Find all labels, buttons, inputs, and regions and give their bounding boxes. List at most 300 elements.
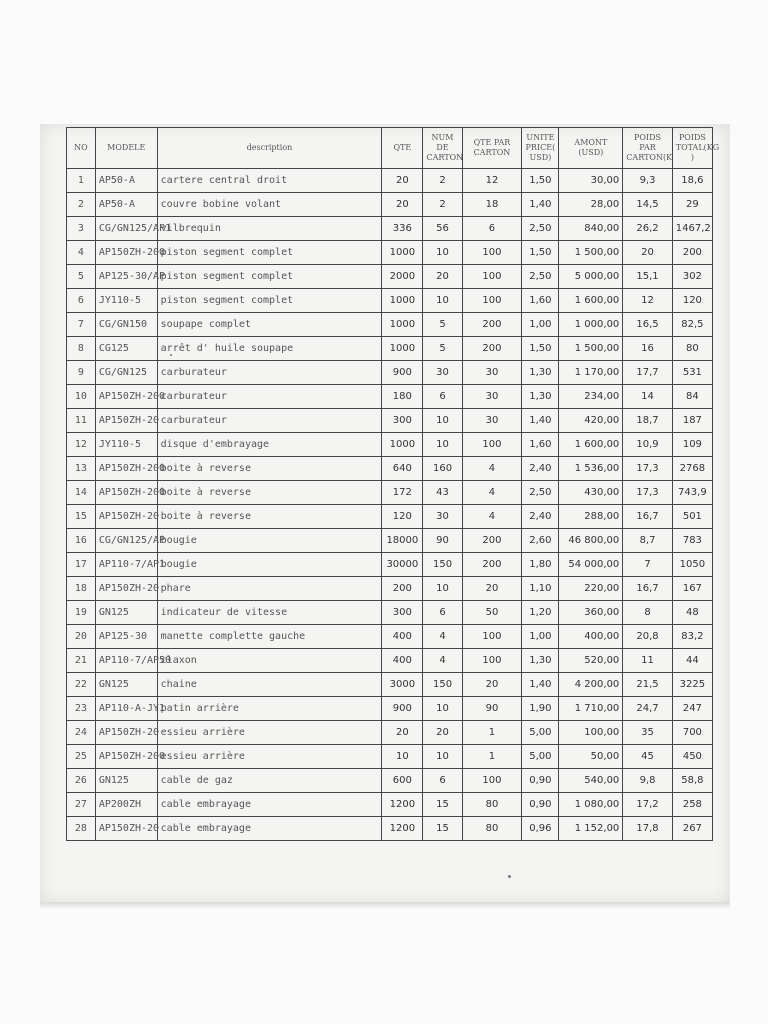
cell-poids-par-carton: 9,8 bbox=[623, 769, 672, 793]
cell-amount: 430,00 bbox=[559, 481, 623, 505]
cell-amount: 28,00 bbox=[559, 193, 623, 217]
cell-poids-total: 700 bbox=[672, 721, 712, 745]
cell-qte: 120 bbox=[382, 505, 423, 529]
cell-poids-par-carton: 16,7 bbox=[623, 505, 672, 529]
cell-num-carton: 4 bbox=[423, 649, 462, 673]
cell-poids-par-carton: 7 bbox=[623, 553, 672, 577]
cell-poids-total: 3225 bbox=[672, 673, 712, 697]
cell-qte: 172 bbox=[382, 481, 423, 505]
cell-description: cable de gaz bbox=[157, 769, 382, 793]
cell-poids-total: 58,8 bbox=[672, 769, 712, 793]
cell-no: 17 bbox=[67, 553, 96, 577]
cell-poids-total: 18,6 bbox=[672, 169, 712, 193]
cell-num-carton: 10 bbox=[423, 241, 462, 265]
header-num-carton: NUM DE CARTON bbox=[423, 128, 462, 169]
cell-num-carton: 5 bbox=[423, 337, 462, 361]
cell-qte-par-carton: 30 bbox=[462, 361, 522, 385]
cell-amount: 46 800,00 bbox=[559, 529, 623, 553]
cell-qte: 400 bbox=[382, 649, 423, 673]
cell-amount: 4 200,00 bbox=[559, 673, 623, 697]
cell-description: indicateur de vitesse bbox=[157, 601, 382, 625]
cell-description: piston segment complet bbox=[157, 241, 382, 265]
cell-qte-par-carton: 90 bbox=[462, 697, 522, 721]
cell-poids-total: 302 bbox=[672, 265, 712, 289]
cell-amount: 540,00 bbox=[559, 769, 623, 793]
cell-qte-par-carton: 100 bbox=[462, 433, 522, 457]
cell-poids-par-carton: 21,5 bbox=[623, 673, 672, 697]
cell-qte-par-carton: 12 bbox=[462, 169, 522, 193]
cell-qte-par-carton: 1 bbox=[462, 745, 522, 769]
cell-unit-price: 1,10 bbox=[522, 577, 559, 601]
cell-num-carton: 10 bbox=[423, 745, 462, 769]
cell-qte: 30000 bbox=[382, 553, 423, 577]
invoice-table bbox=[66, 127, 720, 841]
cell-poids-par-carton: 10,9 bbox=[623, 433, 672, 457]
cell-amount: 360,00 bbox=[559, 601, 623, 625]
cell-poids-total: 783 bbox=[672, 529, 712, 553]
cell-poids-par-carton: 11 bbox=[623, 649, 672, 673]
cell-qte: 1000 bbox=[382, 433, 423, 457]
cell-poids-total: 247 bbox=[672, 697, 712, 721]
table-row bbox=[67, 625, 713, 649]
cell-amount: 420,00 bbox=[559, 409, 623, 433]
cell-num-carton: 150 bbox=[423, 673, 462, 697]
cell-no: 15 bbox=[67, 505, 96, 529]
cell-amount: 1 500,00 bbox=[559, 337, 623, 361]
cell-poids-total: 1050 bbox=[672, 553, 712, 577]
cell-modele: AP150ZH-200 bbox=[95, 481, 157, 505]
cell-modele: GN125 bbox=[95, 769, 157, 793]
header-no: NO bbox=[67, 128, 96, 169]
header-poids-par-carton: POIDS PAR CARTON(K bbox=[623, 128, 672, 169]
table-row bbox=[67, 601, 713, 625]
cell-poids-total: 258 bbox=[672, 793, 712, 817]
table-row bbox=[67, 529, 713, 553]
cell-modele: CG/GN150 bbox=[95, 313, 157, 337]
table-row bbox=[67, 697, 713, 721]
header-qte: QTE bbox=[382, 128, 423, 169]
cell-modele: AP150ZH-20 bbox=[95, 577, 157, 601]
cell-description: chaine bbox=[157, 673, 382, 697]
cell-qte: 1200 bbox=[382, 817, 423, 841]
cell-poids-total: 450 bbox=[672, 745, 712, 769]
cell-unit-price: 2,50 bbox=[522, 265, 559, 289]
cell-unit-price: 1,90 bbox=[522, 697, 559, 721]
ink-dot bbox=[170, 354, 172, 356]
cell-modele: AP150ZH-200 bbox=[95, 457, 157, 481]
cell-description: patin arrière bbox=[157, 697, 382, 721]
cell-qte-par-carton: 30 bbox=[462, 409, 522, 433]
cell-modele: AP150ZH-20 bbox=[95, 817, 157, 841]
cell-poids-total: 80 bbox=[672, 337, 712, 361]
cell-num-carton: 2 bbox=[423, 193, 462, 217]
cell-poids-total: 167 bbox=[672, 577, 712, 601]
cell-qte-par-carton: 1 bbox=[462, 721, 522, 745]
cell-qte: 1000 bbox=[382, 313, 423, 337]
cell-qte: 1000 bbox=[382, 289, 423, 313]
cell-amount: 1 080,00 bbox=[559, 793, 623, 817]
cell-qte-par-carton: 30 bbox=[462, 385, 522, 409]
cell-poids-total: 82,5 bbox=[672, 313, 712, 337]
cell-qte: 640 bbox=[382, 457, 423, 481]
cell-no: 1 bbox=[67, 169, 96, 193]
table-row bbox=[67, 241, 713, 265]
table-row bbox=[67, 673, 713, 697]
table-row bbox=[67, 385, 713, 409]
cell-num-carton: 10 bbox=[423, 697, 462, 721]
header-modele: MODELE bbox=[95, 128, 157, 169]
cell-amount: 1 000,00 bbox=[559, 313, 623, 337]
cell-poids-total: 501 bbox=[672, 505, 712, 529]
cell-amount: 234,00 bbox=[559, 385, 623, 409]
cell-modele: CG/GN125 bbox=[95, 361, 157, 385]
cell-num-carton: 150 bbox=[423, 553, 462, 577]
cell-qte-par-carton: 20 bbox=[462, 577, 522, 601]
cell-qte-par-carton: 200 bbox=[462, 529, 522, 553]
cell-modele: AP150ZH-200 bbox=[95, 745, 157, 769]
cell-unit-price: 5,00 bbox=[522, 721, 559, 745]
ink-smudge bbox=[508, 875, 511, 878]
cell-no: 13 bbox=[67, 457, 96, 481]
cell-num-carton: 30 bbox=[423, 505, 462, 529]
cell-poids-par-carton: 20,8 bbox=[623, 625, 672, 649]
cell-description: bougie bbox=[157, 553, 382, 577]
table-row bbox=[67, 505, 713, 529]
cell-no: 14 bbox=[67, 481, 96, 505]
cell-unit-price: 0,90 bbox=[522, 769, 559, 793]
table-row bbox=[67, 553, 713, 577]
cell-qte: 1200 bbox=[382, 793, 423, 817]
cell-qte: 900 bbox=[382, 697, 423, 721]
table-row bbox=[67, 769, 713, 793]
cell-qte: 1000 bbox=[382, 241, 423, 265]
cell-poids-total: 743,9 bbox=[672, 481, 712, 505]
cell-unit-price: 1,20 bbox=[522, 601, 559, 625]
cell-modele: AP110-A-JY1 bbox=[95, 697, 157, 721]
cell-amount: 50,00 bbox=[559, 745, 623, 769]
table-row bbox=[67, 193, 713, 217]
table-row bbox=[67, 457, 713, 481]
cell-amount: 1 170,00 bbox=[559, 361, 623, 385]
cell-qte-par-carton: 100 bbox=[462, 649, 522, 673]
header-amount: AMONT (USD) bbox=[559, 128, 623, 169]
cell-qte: 400 bbox=[382, 625, 423, 649]
table-row bbox=[67, 289, 713, 313]
cell-modele: AP150ZH-200 bbox=[95, 385, 157, 409]
cell-description: cable embrayage bbox=[157, 793, 382, 817]
table-row bbox=[67, 265, 713, 289]
cell-unit-price: 5,00 bbox=[522, 745, 559, 769]
cell-poids-par-carton: 14,5 bbox=[623, 193, 672, 217]
cell-no: 27 bbox=[67, 793, 96, 817]
cell-poids-par-carton: 35 bbox=[623, 721, 672, 745]
cell-num-carton: 6 bbox=[423, 601, 462, 625]
cell-modele: AP150ZH-20 bbox=[95, 409, 157, 433]
cell-description: cable embrayage bbox=[157, 817, 382, 841]
cell-no: 10 bbox=[67, 385, 96, 409]
cell-modele: AP200ZH bbox=[95, 793, 157, 817]
header-description: description bbox=[157, 128, 382, 169]
cell-description: boite à reverse bbox=[157, 481, 382, 505]
cell-description: carburateur bbox=[157, 361, 382, 385]
cell-num-carton: 30 bbox=[423, 361, 462, 385]
cell-description: piston segment complet bbox=[157, 265, 382, 289]
cell-no: 8 bbox=[67, 337, 96, 361]
cell-poids-total: 83,2 bbox=[672, 625, 712, 649]
cell-no: 18 bbox=[67, 577, 96, 601]
cell-poids-total: 29 bbox=[672, 193, 712, 217]
cell-poids-par-carton: 9,3 bbox=[623, 169, 672, 193]
cell-unit-price: 1,80 bbox=[522, 553, 559, 577]
cell-poids-par-carton: 26,2 bbox=[623, 217, 672, 241]
cell-unit-price: 1,60 bbox=[522, 433, 559, 457]
cell-unit-price: 1,40 bbox=[522, 193, 559, 217]
cell-amount: 400,00 bbox=[559, 625, 623, 649]
cell-qte: 200 bbox=[382, 577, 423, 601]
table-row bbox=[67, 361, 713, 385]
cell-qte: 18000 bbox=[382, 529, 423, 553]
header-unit-price: UNITE PRICE( USD) bbox=[522, 128, 559, 169]
cell-unit-price: 1,50 bbox=[522, 337, 559, 361]
cell-qte-par-carton: 80 bbox=[462, 793, 522, 817]
cell-num-carton: 10 bbox=[423, 433, 462, 457]
cell-unit-price: 1,30 bbox=[522, 385, 559, 409]
cell-description: essieu arrière bbox=[157, 745, 382, 769]
cell-description: essieu arrière bbox=[157, 721, 382, 745]
cell-description: piston segment complet bbox=[157, 289, 382, 313]
cell-amount: 520,00 bbox=[559, 649, 623, 673]
cell-poids-par-carton: 17,3 bbox=[623, 457, 672, 481]
cell-amount: 54 000,00 bbox=[559, 553, 623, 577]
cell-poids-par-carton: 16,5 bbox=[623, 313, 672, 337]
cell-description: arrêt d' huile soupape bbox=[157, 337, 382, 361]
cell-qte-par-carton: 80 bbox=[462, 817, 522, 841]
cell-no: 25 bbox=[67, 745, 96, 769]
cell-description: boite à reverse bbox=[157, 505, 382, 529]
cell-poids-total: 1467,2 bbox=[672, 217, 712, 241]
cell-qte: 600 bbox=[382, 769, 423, 793]
cell-poids-par-carton: 8 bbox=[623, 601, 672, 625]
cell-description: disque d'embrayage bbox=[157, 433, 382, 457]
cell-unit-price: 1,00 bbox=[522, 313, 559, 337]
cell-unit-price: 0,96 bbox=[522, 817, 559, 841]
cell-modele: GN125 bbox=[95, 673, 157, 697]
cell-unit-price: 1,40 bbox=[522, 409, 559, 433]
cell-num-carton: 4 bbox=[423, 625, 462, 649]
cell-unit-price: 1,60 bbox=[522, 289, 559, 313]
table-row bbox=[67, 817, 713, 841]
cell-num-carton: 20 bbox=[423, 721, 462, 745]
cell-poids-total: 531 bbox=[672, 361, 712, 385]
cell-qte-par-carton: 6 bbox=[462, 217, 522, 241]
cell-no: 3 bbox=[67, 217, 96, 241]
cell-poids-total: 120 bbox=[672, 289, 712, 313]
cell-poids-total: 48 bbox=[672, 601, 712, 625]
table-row bbox=[67, 649, 713, 673]
cell-modele: AP150ZH-200 bbox=[95, 241, 157, 265]
cell-amount: 220,00 bbox=[559, 577, 623, 601]
cell-poids-total: 267 bbox=[672, 817, 712, 841]
cell-amount: 288,00 bbox=[559, 505, 623, 529]
cell-poids-total: 200 bbox=[672, 241, 712, 265]
cell-modele: AP125-30 bbox=[95, 625, 157, 649]
cell-num-carton: 15 bbox=[423, 793, 462, 817]
cell-no: 19 bbox=[67, 601, 96, 625]
cell-no: 23 bbox=[67, 697, 96, 721]
cell-num-carton: 43 bbox=[423, 481, 462, 505]
cell-qte: 900 bbox=[382, 361, 423, 385]
cell-no: 22 bbox=[67, 673, 96, 697]
cell-amount: 1 500,00 bbox=[559, 241, 623, 265]
cell-no: 26 bbox=[67, 769, 96, 793]
cell-amount: 1 710,00 bbox=[559, 697, 623, 721]
cell-qte-par-carton: 100 bbox=[462, 265, 522, 289]
cell-qte-par-carton: 4 bbox=[462, 457, 522, 481]
cell-qte: 2000 bbox=[382, 265, 423, 289]
cell-num-carton: 20 bbox=[423, 265, 462, 289]
cell-qte: 336 bbox=[382, 217, 423, 241]
cell-unit-price: 2,40 bbox=[522, 457, 559, 481]
cell-modele: JY110-5 bbox=[95, 289, 157, 313]
cell-num-carton: 2 bbox=[423, 169, 462, 193]
cell-qte: 10 bbox=[382, 745, 423, 769]
cell-num-carton: 90 bbox=[423, 529, 462, 553]
cell-unit-price: 1,50 bbox=[522, 169, 559, 193]
cell-amount: 840,00 bbox=[559, 217, 623, 241]
cell-amount: 1 152,00 bbox=[559, 817, 623, 841]
cell-unit-price: 0,90 bbox=[522, 793, 559, 817]
table-row bbox=[67, 721, 713, 745]
cell-unit-price: 1,30 bbox=[522, 361, 559, 385]
cell-qte-par-carton: 50 bbox=[462, 601, 522, 625]
cell-poids-total: 187 bbox=[672, 409, 712, 433]
cell-num-carton: 15 bbox=[423, 817, 462, 841]
cell-qte-par-carton: 4 bbox=[462, 505, 522, 529]
table-row bbox=[67, 793, 713, 817]
cell-qte: 180 bbox=[382, 385, 423, 409]
table-row bbox=[67, 169, 713, 193]
cell-poids-par-carton: 14 bbox=[623, 385, 672, 409]
cell-poids-par-carton: 8,7 bbox=[623, 529, 672, 553]
header-poids-total: POIDS TOTAL(KG ) bbox=[672, 128, 712, 169]
cell-unit-price: 1,30 bbox=[522, 649, 559, 673]
cell-unit-price: 1,40 bbox=[522, 673, 559, 697]
cell-num-carton: 10 bbox=[423, 577, 462, 601]
header-qte-par-carton: QTE PAR CARTON bbox=[462, 128, 522, 169]
cell-description: bougie bbox=[157, 529, 382, 553]
cell-poids-total: 84 bbox=[672, 385, 712, 409]
cell-no: 20 bbox=[67, 625, 96, 649]
cell-no: 24 bbox=[67, 721, 96, 745]
cell-poids-par-carton: 17,2 bbox=[623, 793, 672, 817]
cell-poids-par-carton: 17,7 bbox=[623, 361, 672, 385]
cell-no: 21 bbox=[67, 649, 96, 673]
cell-qte-par-carton: 200 bbox=[462, 553, 522, 577]
cell-num-carton: 6 bbox=[423, 385, 462, 409]
cell-num-carton: 6 bbox=[423, 769, 462, 793]
cell-qte: 20 bbox=[382, 169, 423, 193]
cell-poids-par-carton: 24,7 bbox=[623, 697, 672, 721]
cell-qte-par-carton: 200 bbox=[462, 313, 522, 337]
cell-qte-par-carton: 18 bbox=[462, 193, 522, 217]
cell-modele: AP50-A bbox=[95, 193, 157, 217]
cell-modele: AP150ZH-20 bbox=[95, 721, 157, 745]
cell-unit-price: 2,50 bbox=[522, 217, 559, 241]
cell-modele: AP110-7/AP50 bbox=[95, 649, 157, 673]
table-row bbox=[67, 433, 713, 457]
cell-description: boite à reverse bbox=[157, 457, 382, 481]
cell-amount: 1 536,00 bbox=[559, 457, 623, 481]
cell-unit-price: 1,50 bbox=[522, 241, 559, 265]
cell-qte: 300 bbox=[382, 601, 423, 625]
cell-poids-par-carton: 17,8 bbox=[623, 817, 672, 841]
cell-modele: AP150ZH-20 bbox=[95, 505, 157, 529]
cell-poids-par-carton: 17,3 bbox=[623, 481, 672, 505]
cell-qte: 1000 bbox=[382, 337, 423, 361]
cell-no: 16 bbox=[67, 529, 96, 553]
cell-description: carburateur bbox=[157, 385, 382, 409]
cell-no: 6 bbox=[67, 289, 96, 313]
cell-no: 7 bbox=[67, 313, 96, 337]
cell-description: manette complette gauche bbox=[157, 625, 382, 649]
table-row bbox=[67, 577, 713, 601]
cell-modele: GN125 bbox=[95, 601, 157, 625]
cell-no: 11 bbox=[67, 409, 96, 433]
cell-modele: AP125-30/AP bbox=[95, 265, 157, 289]
cell-qte: 300 bbox=[382, 409, 423, 433]
cell-modele: CG/GN125/AP bbox=[95, 529, 157, 553]
table-row bbox=[67, 409, 713, 433]
cell-description: cartere central droit bbox=[157, 169, 382, 193]
cell-poids-par-carton: 16 bbox=[623, 337, 672, 361]
cell-qte: 3000 bbox=[382, 673, 423, 697]
cell-qte-par-carton: 100 bbox=[462, 241, 522, 265]
cell-no: 2 bbox=[67, 193, 96, 217]
cell-modele: JY110-5 bbox=[95, 433, 157, 457]
paper-edge bbox=[40, 902, 730, 910]
cell-modele: AP50-A bbox=[95, 169, 157, 193]
header-row bbox=[67, 128, 713, 169]
cell-qte: 20 bbox=[382, 193, 423, 217]
cell-num-carton: 160 bbox=[423, 457, 462, 481]
cell-amount: 5 000,00 bbox=[559, 265, 623, 289]
table-row bbox=[67, 481, 713, 505]
cell-num-carton: 5 bbox=[423, 313, 462, 337]
cell-poids-par-carton: 12 bbox=[623, 289, 672, 313]
cell-unit-price: 2,60 bbox=[522, 529, 559, 553]
cell-qte-par-carton: 100 bbox=[462, 625, 522, 649]
cell-description: soupape complet bbox=[157, 313, 382, 337]
table-row bbox=[67, 217, 713, 241]
cell-modele: CG125 bbox=[95, 337, 157, 361]
cell-poids-par-carton: 15,1 bbox=[623, 265, 672, 289]
cell-no: 4 bbox=[67, 241, 96, 265]
cell-poids-total: 44 bbox=[672, 649, 712, 673]
cell-no: 12 bbox=[67, 433, 96, 457]
table-row bbox=[67, 337, 713, 361]
cell-qte-par-carton: 20 bbox=[462, 673, 522, 697]
table-row bbox=[67, 745, 713, 769]
cell-amount: 1 600,00 bbox=[559, 433, 623, 457]
cell-qte: 20 bbox=[382, 721, 423, 745]
cell-num-carton: 56 bbox=[423, 217, 462, 241]
cell-poids-par-carton: 18,7 bbox=[623, 409, 672, 433]
cell-amount: 100,00 bbox=[559, 721, 623, 745]
cell-description: claxon bbox=[157, 649, 382, 673]
cell-poids-par-carton: 45 bbox=[623, 745, 672, 769]
cell-description: phare bbox=[157, 577, 382, 601]
cell-qte-par-carton: 200 bbox=[462, 337, 522, 361]
